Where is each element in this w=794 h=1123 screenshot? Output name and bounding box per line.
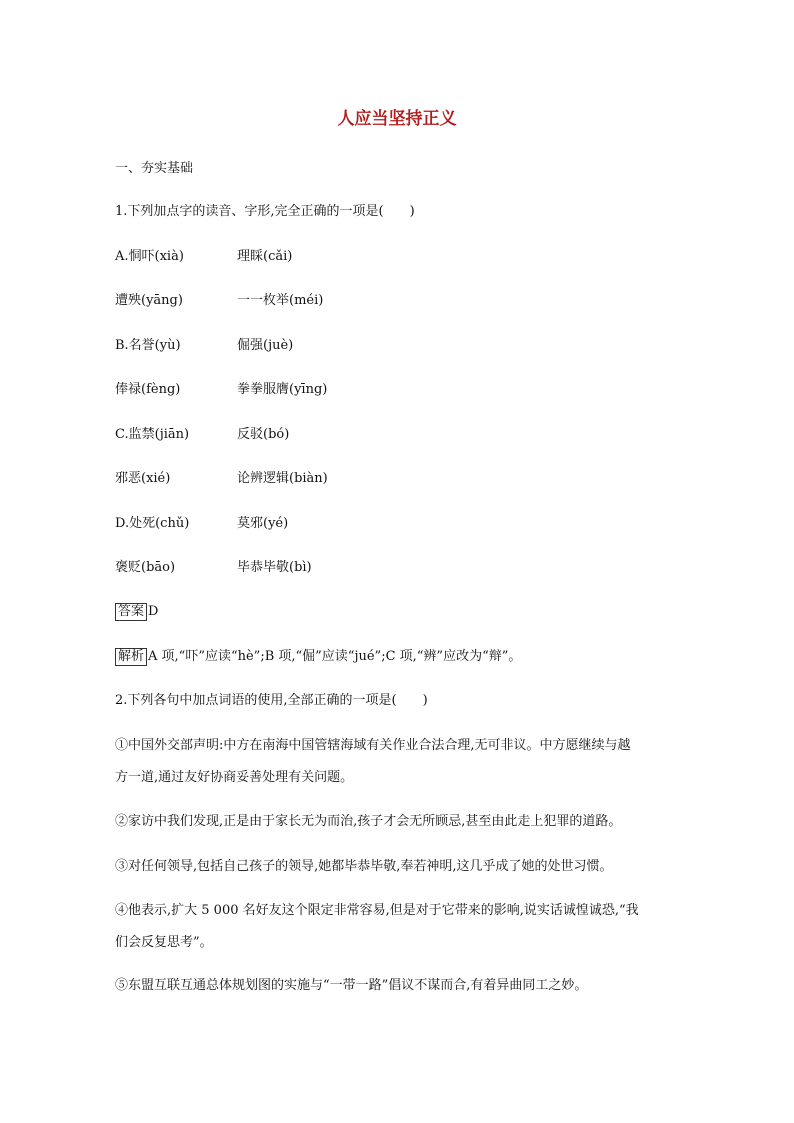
answer-tag: 答案	[115, 603, 147, 621]
question-1-stem: 1.下列加点字的读音、字形,完全正确的一项是( )	[115, 204, 415, 219]
option-d-word-1: D.处死(chǔ)	[115, 516, 190, 531]
option-d-word-3: 褒贬(bāo)	[115, 560, 176, 575]
sentence-4-line-1: ④他表示,扩大 5 000 名好友这个限定非常容易,但是对于它带来的影响,说实话诚惶诚恐,“我	[115, 903, 639, 918]
option-c-word-2: 反驳(bó)	[237, 427, 290, 442]
option-b-word-2: 倔强(juè)	[237, 338, 294, 353]
page-title: 人应当坚持正义	[337, 109, 457, 129]
sentence-4-line-2: 们会反复思考”。	[115, 935, 213, 950]
option-c-word-3: 邪恶(xié)	[115, 471, 171, 486]
sentence-1-line-2: 方一道,通过友好协商妥善处理有关问题。	[115, 770, 354, 785]
question-2-stem: 2.下列各句中加点词语的使用,全部正确的一项是( )	[115, 693, 428, 708]
option-a-word-1: A.恫吓(xià)	[115, 249, 184, 264]
sentence-3: ③对任何领导,包括自己孩子的领导,她都毕恭毕敬,奉若神明,这几乎成了她的处世习惯。	[115, 859, 613, 874]
option-d-word-4: 毕恭毕敬(bì)	[237, 560, 312, 575]
option-b-word-1: B.名誉(yù)	[115, 338, 181, 353]
option-c-word-4: 论辨逻辑(biàn)	[237, 471, 328, 486]
option-a-word-4: 一一枚举(méi)	[237, 293, 324, 308]
option-a-word-2: 理睬(cǎi)	[237, 249, 293, 264]
option-d-word-2: 莫邪(yé)	[237, 516, 289, 531]
sentence-2: ②家访中我们发现,正是由于家长无为而治,孩子才会无所顾忌,甚至由此走上犯罪的道路。	[115, 814, 622, 829]
explanation-tag: 解析	[115, 648, 147, 666]
explanation-text: A 项,“吓”应读“hè”;B 项,“倔”应读“jué”;C 项,“辨”应改为“辩”。	[148, 649, 522, 664]
option-c-word-1: C.监禁(jiān)	[115, 427, 190, 442]
option-a-word-3: 遭殃(yāng)	[115, 293, 183, 308]
sentence-1-line-1: ①中国外交部声明:中方在南海中国管辖海域有关作业合法合理,无可非议。中方愿继续与越	[115, 738, 631, 753]
answer-value: D	[148, 604, 159, 619]
section-heading: 一、夯实基础	[115, 161, 194, 176]
option-b-word-4: 拳拳服膺(yīng)	[237, 382, 328, 397]
option-b-word-3: 俸禄(fèng)	[115, 382, 181, 397]
explanation-line	[115, 648, 521, 666]
sentence-5: ⑤东盟互联互通总体规划图的实施与“一带一路”倡议不谋而合,有着异曲同工之妙。	[115, 978, 588, 993]
answer-line	[115, 603, 158, 621]
